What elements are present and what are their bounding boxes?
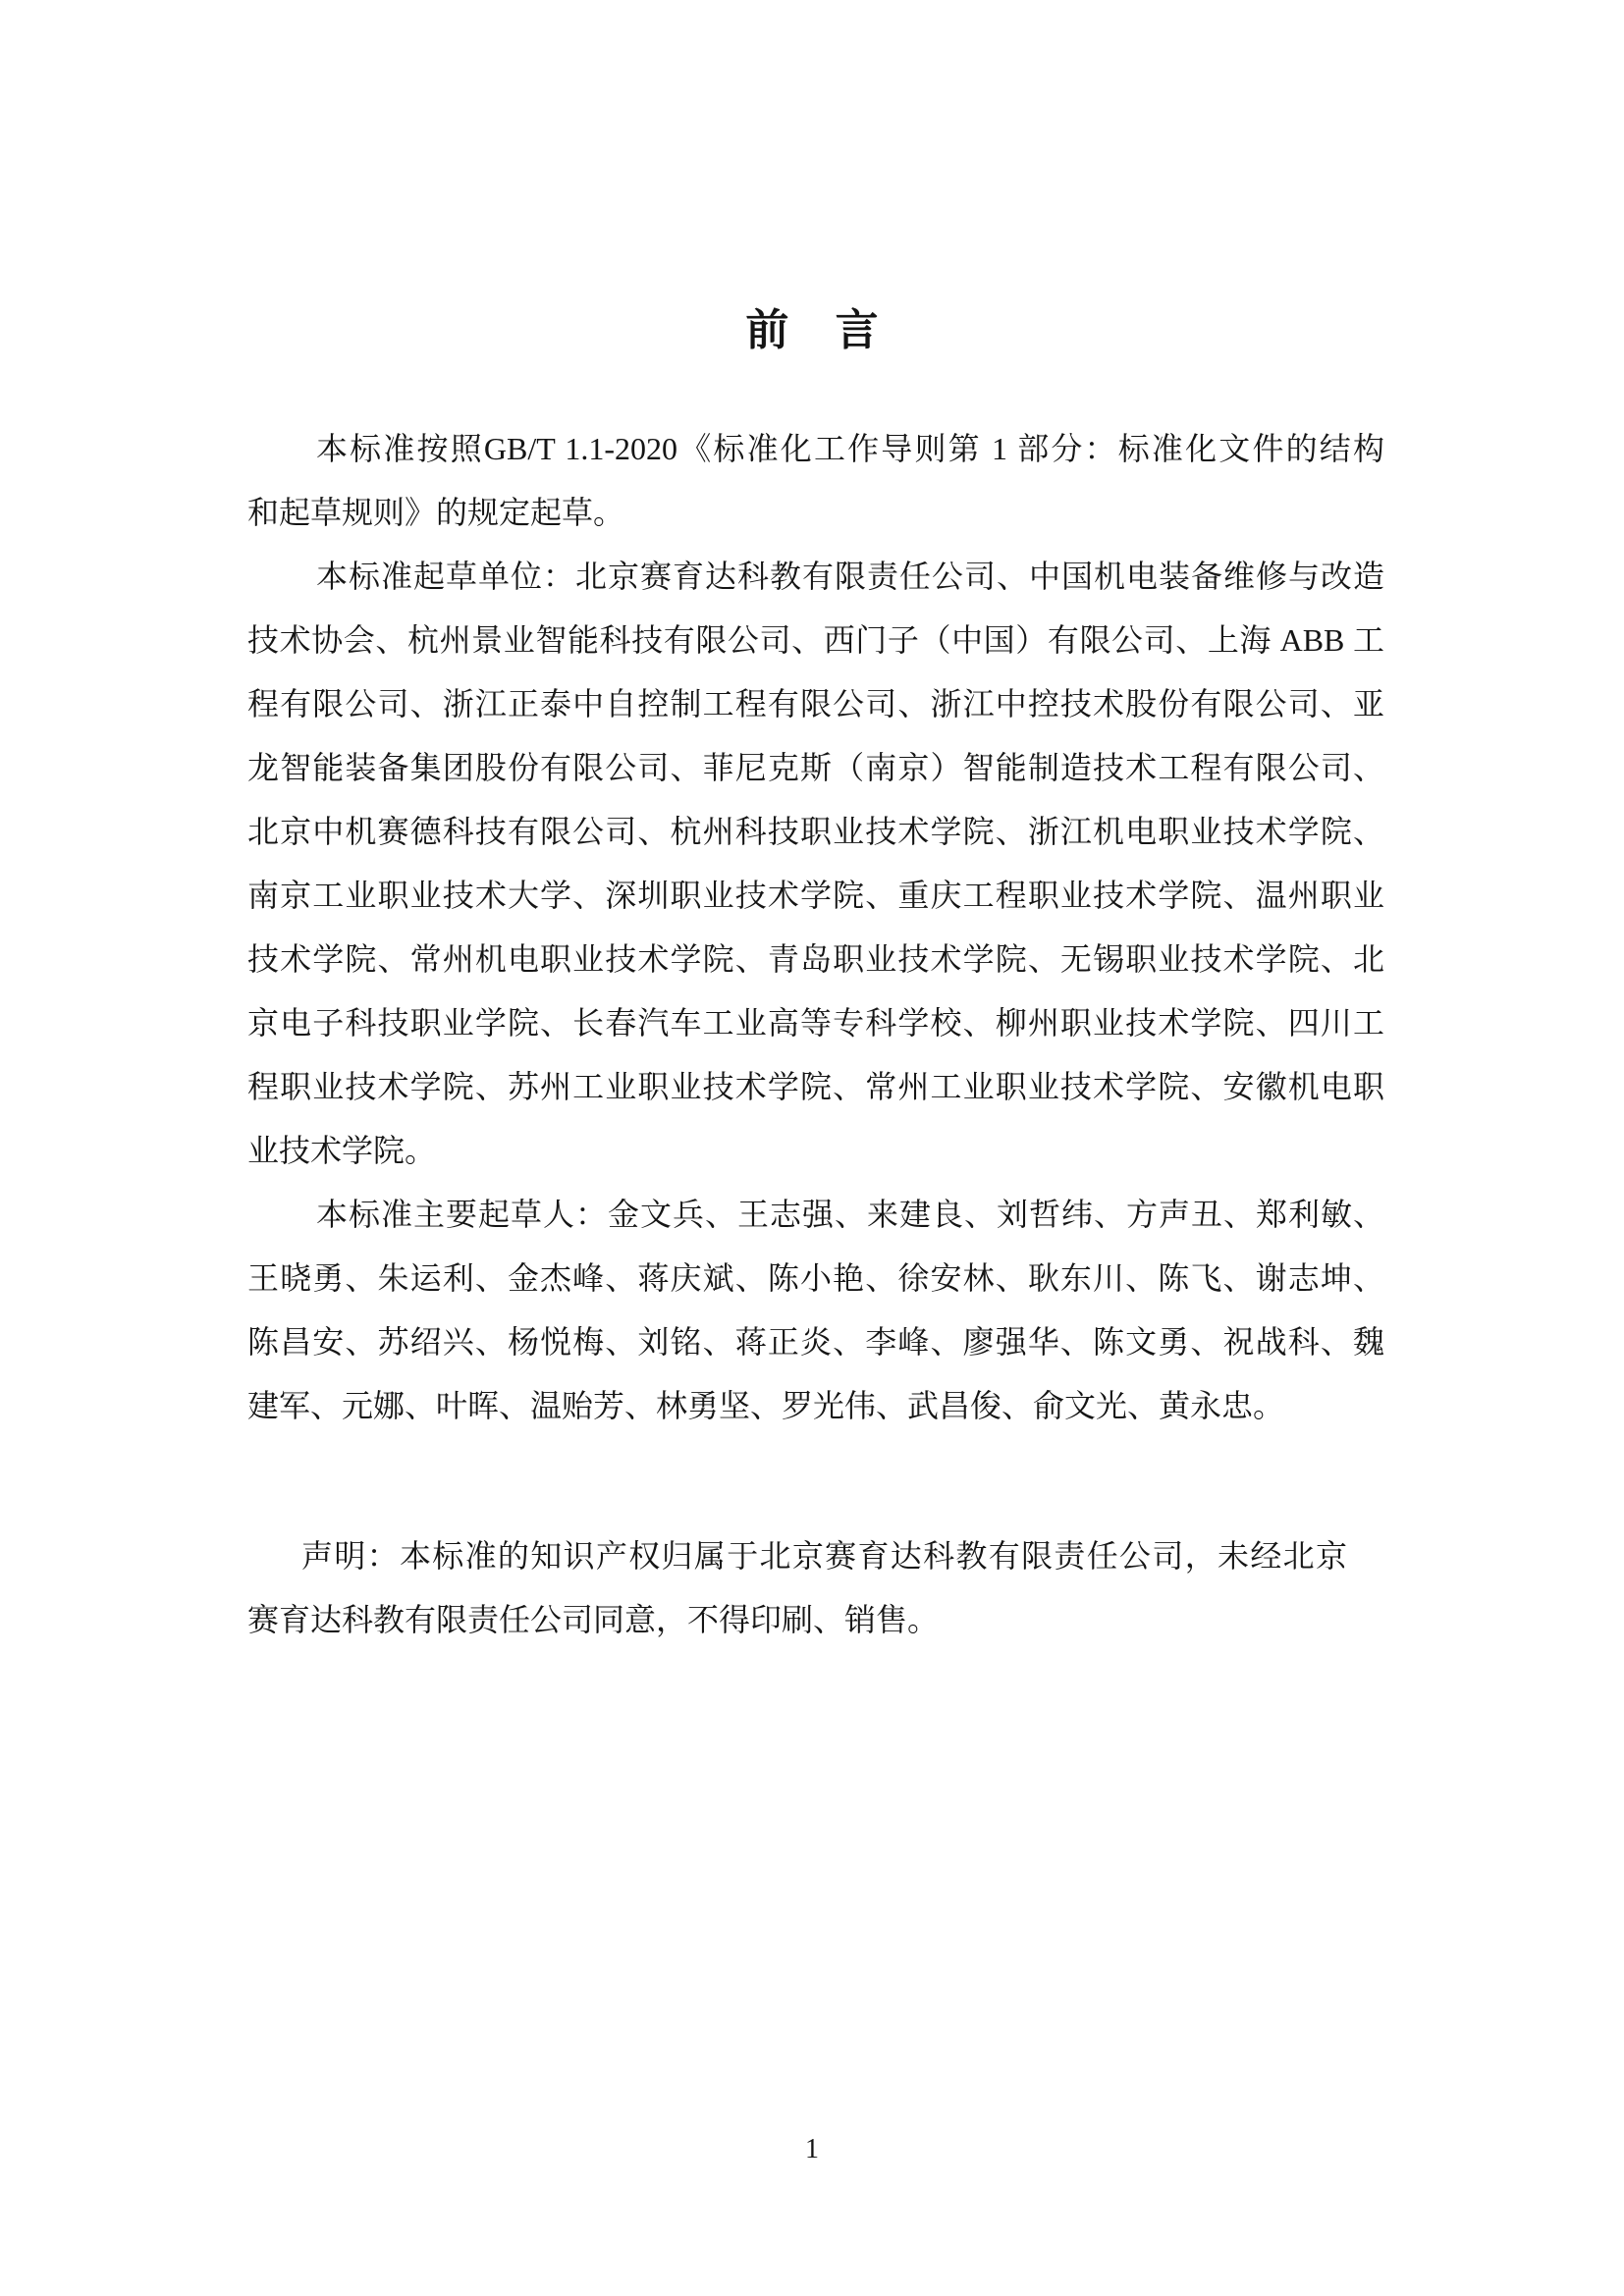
paragraph-line: 和起草规则》的规定起草。	[247, 495, 625, 530]
declaration-line: 声明：本标准的知识产权归属于北京赛育达科教有限责任公司，未经北京	[301, 1538, 1347, 1574]
page-number: 1	[805, 2134, 819, 2164]
paragraph-line: 北京中机赛德科技有限公司、杭州科技职业技术学院、浙江机电职业技术学院、	[247, 814, 1384, 849]
paragraph-line: 技术学院、常州机电职业技术学院、青岛职业技术学院、无锡职业技术学院、北	[247, 941, 1384, 977]
paragraph-line: 程职业技术学院、苏州工业职业技术学院、常州工业职业技术学院、安徽机电职	[247, 1069, 1384, 1104]
paragraph-line: 技术协会、杭州景业智能科技有限公司、西门子（中国）有限公司、上海 ABB 工	[247, 622, 1384, 658]
paragraph-line: 程有限公司、浙江正泰中自控制工程有限公司、浙江中控技术股份有限公司、亚	[247, 686, 1384, 721]
page-title: 前 言	[745, 305, 894, 355]
paragraph-line: 龙智能装备集团股份有限公司、菲尼克斯（南京）智能制造技术工程有限公司、	[247, 750, 1384, 785]
copyright-declaration	[247, 1524, 1384, 1652]
declaration-line: 赛育达科教有限责任公司同意，不得印刷、销售。	[247, 1602, 940, 1637]
paragraph-line: 建军、元娜、叶晖、温贻芳、林勇坚、罗光伟、武昌俊、俞文光、黄永忠。	[247, 1388, 1285, 1423]
paragraph-line: 业技术学院。	[247, 1133, 437, 1168]
paragraph-line: 本标准起草单位：北京赛育达科教有限责任公司、中国机电装备维修与改造	[316, 559, 1384, 594]
paragraph-line: 本标准按照GB/T 1.1-2020《标准化工作导则第 1 部分：标准化文件的结构	[316, 431, 1384, 466]
paragraph-line: 王晓勇、朱运利、金杰峰、蒋庆斌、陈小艳、徐安林、耿东川、陈飞、谢志坤、	[247, 1260, 1384, 1296]
paragraph-line: 京电子科技职业学院、长春汽车工业高等专科学校、柳州职业技术学院、四川工	[247, 1005, 1384, 1041]
paragraph-line: 陈昌安、苏绍兴、杨悦梅、刘铭、蒋正炎、李峰、廖强华、陈文勇、祝战科、魏	[247, 1324, 1384, 1360]
paragraph-line: 南京工业职业技术大学、深圳职业技术学院、重庆工程职业技术学院、温州职业	[247, 878, 1384, 913]
foreword-body	[247, 417, 1384, 1438]
paragraph-line: 本标准主要起草人：金文兵、王志强、来建良、刘哲纬、方声丑、郑利敏、	[316, 1197, 1384, 1232]
